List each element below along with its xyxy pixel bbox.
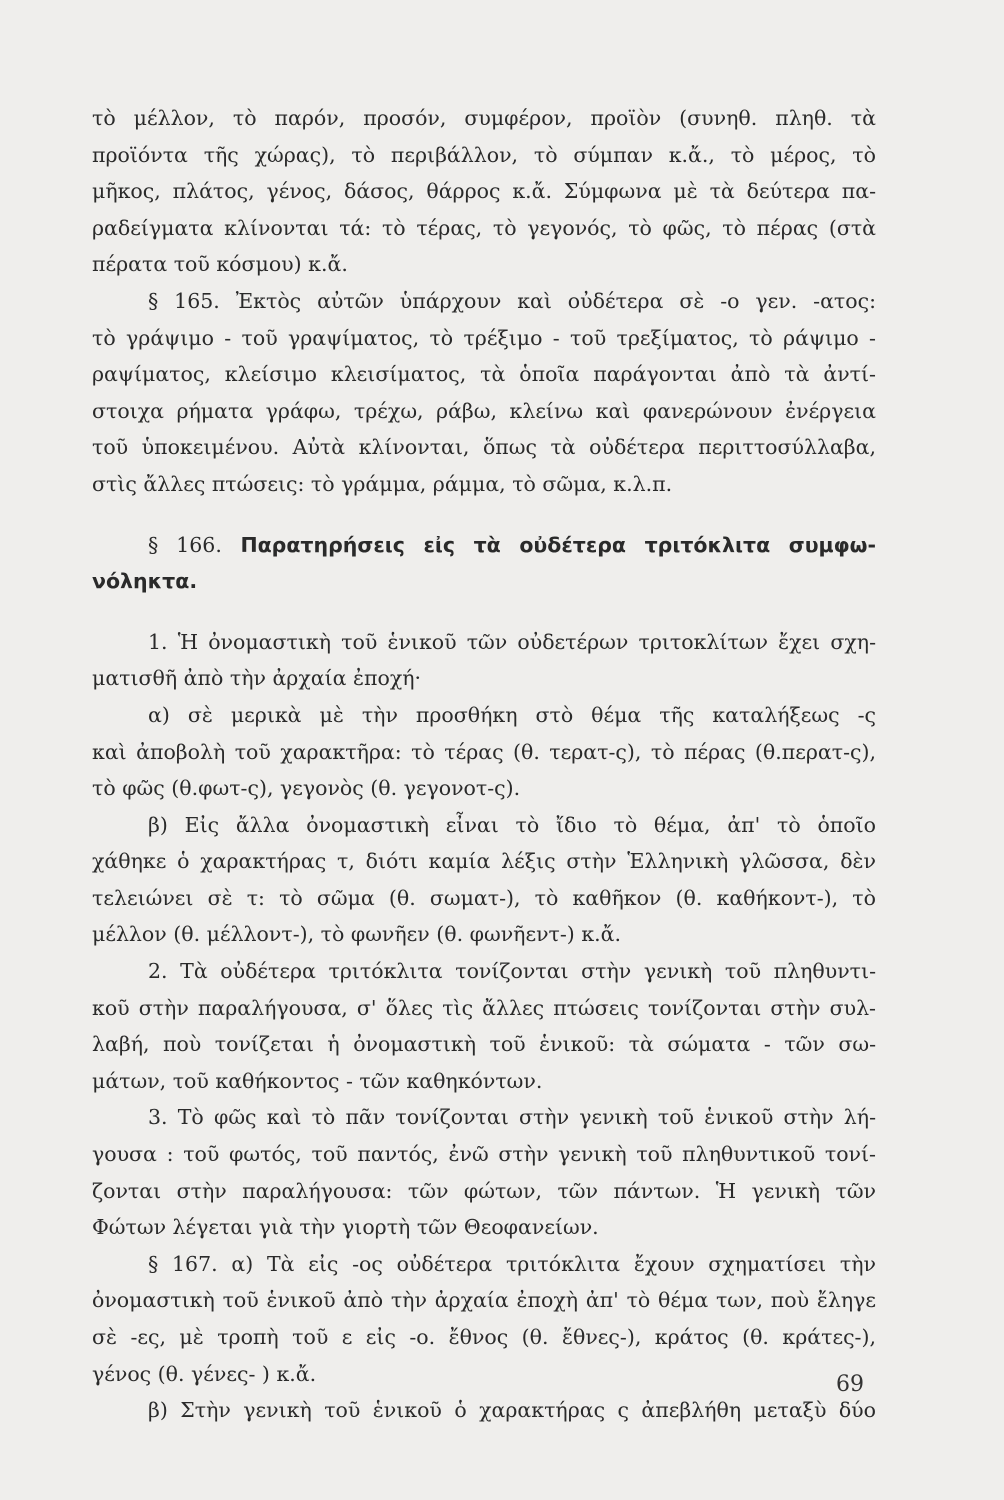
text-line: μάτων, τοῦ καθήκοντος - τῶν καθηκόντων. xyxy=(92,1068,543,1093)
text-line: ματισθῆ ἀπὸ τὴν ἀρχαία ἐποχή· xyxy=(92,666,422,691)
section-number: § 166. xyxy=(148,532,222,557)
text-line: στοιχα ρήματα γράφω, τρέχω, ράβω, κλείνω καὶ φανερώνουν ἐνέργεια xyxy=(92,398,876,423)
text-line: στὶς ἄλλες πτώσεις: τὸ γράμμα, ράμμα, τὸ σῶμα, κ.λ.π. xyxy=(92,471,673,496)
text-line: ραδείγματα κλίνονται τά: τὸ τέρας, τὸ γεγονός, τὸ φῶς, τὸ πέρας (στὰ xyxy=(92,215,876,240)
text-line: τὸ γράψιμο - τοῦ γραψίματος, τὸ τρέξιμο - τοῦ τρεξίματος, τὸ ράψιμο - xyxy=(92,325,876,350)
text-line: λαβή, ποὺ τονίζεται ἡ ὀνομαστικὴ τοῦ ἑνικοῦ: τὰ σώματα - τῶν σω- xyxy=(92,1032,876,1057)
text-line: γένος (θ. γένες- ) κ.ἄ. xyxy=(92,1361,317,1386)
text-line: β) Στὴν γενικὴ τοῦ ἑνικοῦ ὁ χαρακτήρας ς ἀπεβλήθη μεταξὺ δύο xyxy=(148,1398,876,1423)
text-line: ζονται στὴν παραλήγουσα: τῶν φώτων, τῶν πάντων. Ἡ γενικὴ τῶν xyxy=(92,1178,876,1203)
text-line: γουσα : τοῦ φωτός, τοῦ παντός, ἐνῶ στὴν γενικὴ τοῦ πληθυντικοῦ τονί- xyxy=(92,1142,876,1167)
text-line: μέλλον (θ. μέλλοντ-), τὸ φωνῆεν (θ. φωνῆεντ-) κ.ἄ. xyxy=(92,922,622,947)
text-line: 1. Ἡ ὀνομαστικὴ τοῦ ἑνικοῦ τῶν οὐδετέρων τριτοκλίτων ἔχει σχη- xyxy=(148,629,876,654)
text-line: α) σὲ μερικὰ μὲ τὴν προσθήκη στὸ θέμα τῆς καταλήξεως -ς xyxy=(148,702,876,727)
text-line: ραψίματος, κλείσιμο κλεισίματος, τὰ ὁποῖα παράγονται ἀπὸ τὰ ἀντί- xyxy=(92,362,876,387)
text-line: τὸ φῶς (θ.φωτ-ς), γεγονὸς (θ. γεγονοτ-ς). xyxy=(92,776,521,801)
text-line: 2. Τὰ οὐδέτερα τριτόκλιτα τονίζονται στὴν γενικὴ τοῦ πληθυντι- xyxy=(148,959,876,984)
text-line: κοῦ στὴν παραλήγουσα, σ' ὅλες τὶς ἄλλες πτώσεις τονίζονται στὴν συλ- xyxy=(92,995,876,1020)
text-line: τὸ μέλλον, τὸ παρόν, προσόν, συμφέρον, προϊὸν (συνηθ. πληθ. τὰ xyxy=(92,106,876,130)
text-line: β) Εἰς ἄλλα ὀνομαστικὴ εἶναι τὸ ἴδιο τὸ θέμα, ἀπ' τὸ ὁποῖο xyxy=(148,812,876,837)
text-line: 3. Τὸ φῶς καὶ τὸ πᾶν τονίζονται στὴν γενικὴ τοῦ ἑνικοῦ στὴν λή- xyxy=(148,1105,876,1130)
body-text xyxy=(92,100,876,1429)
section-title: Παρατηρήσεις εἰς τὰ οὐδέτερα τριτόκλιτα συμφω- xyxy=(240,532,876,557)
text-line: σὲ -ες, μὲ τροπὴ τοῦ ε εἰς -ο. ἔθνος (θ. ἔθνες-), κράτος (θ. κράτες-), xyxy=(92,1325,876,1349)
page-number: 69 xyxy=(836,1372,864,1397)
paragraph-165-start: § 165. Ἐκτὸς αὐτῶν ὑπάρχουν καὶ οὐδέτερα σὲ -ο γεν. -ατος: xyxy=(148,288,876,313)
text-line: τελειώνει σὲ τ: τὸ σῶμα (θ. σωματ-), τὸ καθῆκον (θ. καθήκοντ-), τὸ xyxy=(92,885,876,910)
text-line: προϊόντα τῆς χώρας), τὸ περιβάλλον, τὸ σύμπαν κ.ἄ., τὸ μέρος, τὸ xyxy=(92,142,876,167)
section-title-continued: νόληκτα. xyxy=(92,569,198,594)
text-line: μῆκος, πλάτος, γένος, δάσος, θάρρος κ.ἄ. Σύμφωνα μὲ τὰ δεύτερα πα- xyxy=(92,179,876,204)
paragraph-167-start: § 167. α) Τὰ εἰς -ος οὐδέτερα τριτόκλιτα ἔχουν σχηματίσει τὴν xyxy=(148,1251,876,1276)
text-line: Φώτων λέγεται γιὰ τὴν γιορτὴ τῶν Θεοφανείων. xyxy=(92,1215,599,1240)
text-line: ὀνομαστικὴ τοῦ ἑνικοῦ ἀπὸ τὴν ἀρχαία ἐποχὴ ἀπ' τὸ θέμα των, ποὺ ἔληγε xyxy=(92,1288,876,1313)
text-line: χάθηκε ὁ χαρακτήρας τ, διότι καμία λέξις στὴν Ἑλληνικὴ γλῶσσα, δὲν xyxy=(92,849,876,874)
text-line: τοῦ ὑποκειμένου. Αὐτὰ κλίνονται, ὅπως τὰ οὐδέτερα περιττοσύλλαβα, xyxy=(92,435,876,460)
section-166-heading xyxy=(92,527,876,564)
text-line: καὶ ἀποβολὴ τοῦ χαρακτῆρα: τὸ τέρας (θ. τερατ-ς), τὸ πέρας (θ.περατ-ς), xyxy=(92,739,876,764)
text-line: πέρατα τοῦ κόσμου) κ.ἄ. xyxy=(92,252,348,277)
